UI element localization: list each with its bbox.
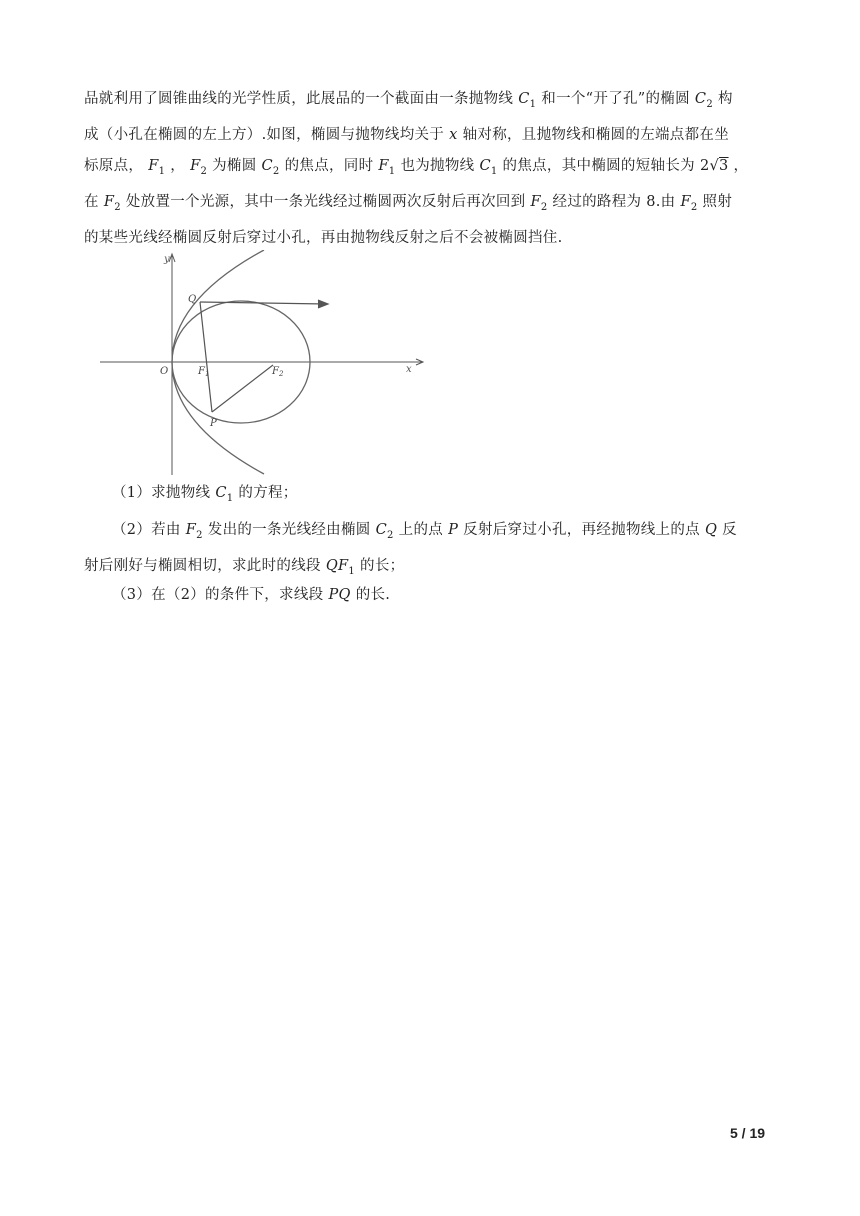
math-2sqrt3: 2√3 <box>699 157 729 174</box>
question-1: （1）求抛物线 $C_1$ 的方程； <box>112 485 298 504</box>
math-x: x <box>449 126 458 143</box>
parabola-ellipse-figure <box>96 250 432 478</box>
math-PQ: PQ <box>328 587 351 603</box>
ray-p-to-q <box>200 302 212 412</box>
math-C2: $C_2$ <box>694 91 713 110</box>
intro-line-3: 标原点， $F_1$ ， $F_2$ 为椭圆 $C_2$ 的焦点，同时 $F_1$ 也为抛物线 $C_1$ 的焦点，其中椭圆的短轴长为 2√3 ， <box>84 157 749 177</box>
ray-arrowhead <box>318 300 328 308</box>
math-QF1: $QF_1$ <box>325 557 356 577</box>
axis-x-label: x <box>406 364 412 375</box>
math-P: P <box>448 522 459 538</box>
origin-label: O <box>160 366 169 377</box>
math-C1: $C_1$ <box>518 91 537 110</box>
intro-line-2: 成（小孔在椭圆的左上方）.如图，椭圆与抛物线均关于 x 轴对称，且抛物线和椭圆的左端点都在坐 <box>84 126 729 143</box>
math-F2: $F_2$ <box>190 157 208 177</box>
question-3: （3）在（2）的条件下，求线段 PQ 的长. <box>112 587 391 603</box>
f2-label: $F_2$ <box>272 366 284 378</box>
q-label: Q <box>188 294 197 305</box>
page-number: 5 / 19 <box>730 1125 766 1141</box>
intro-line-1: 品就利用了圆锥曲线的光学性质，此展品的一个截面由一条抛物线 $C_1$ 和一个“开了孔”的椭圆 $C_2$ 构 <box>84 91 733 110</box>
problem-intro <box>84 84 778 254</box>
ray-p-to-f2 <box>212 365 273 412</box>
math-F1: $F_1$ <box>148 157 166 177</box>
math-Q: Q <box>704 522 718 538</box>
axis-y-label: y <box>164 254 170 265</box>
question-2: （2）若由 $F_2$ 发出的一条光线经由椭圆 $C_2$ 上的点 P 反射后穿过小孔，再经抛物线上的点 Q 反 射后刚好与椭圆相切，求此时的线段 $QF_1$ 的长； <box>84 522 737 577</box>
f1-label: $F_1$ <box>198 366 210 378</box>
p-label: P <box>210 418 217 429</box>
intro-line-5: 的某些光线经椭圆反射后穿过小孔，再由抛物线反射之后不会被椭圆挡住. <box>84 229 563 246</box>
intro-line-4: 在 $F_2$ 处放置一个光源，其中一条光线经过椭圆两次反射后再次回到 $F_2$ 经过的路程为 8.由 $F_2$ 照射 <box>84 193 733 213</box>
